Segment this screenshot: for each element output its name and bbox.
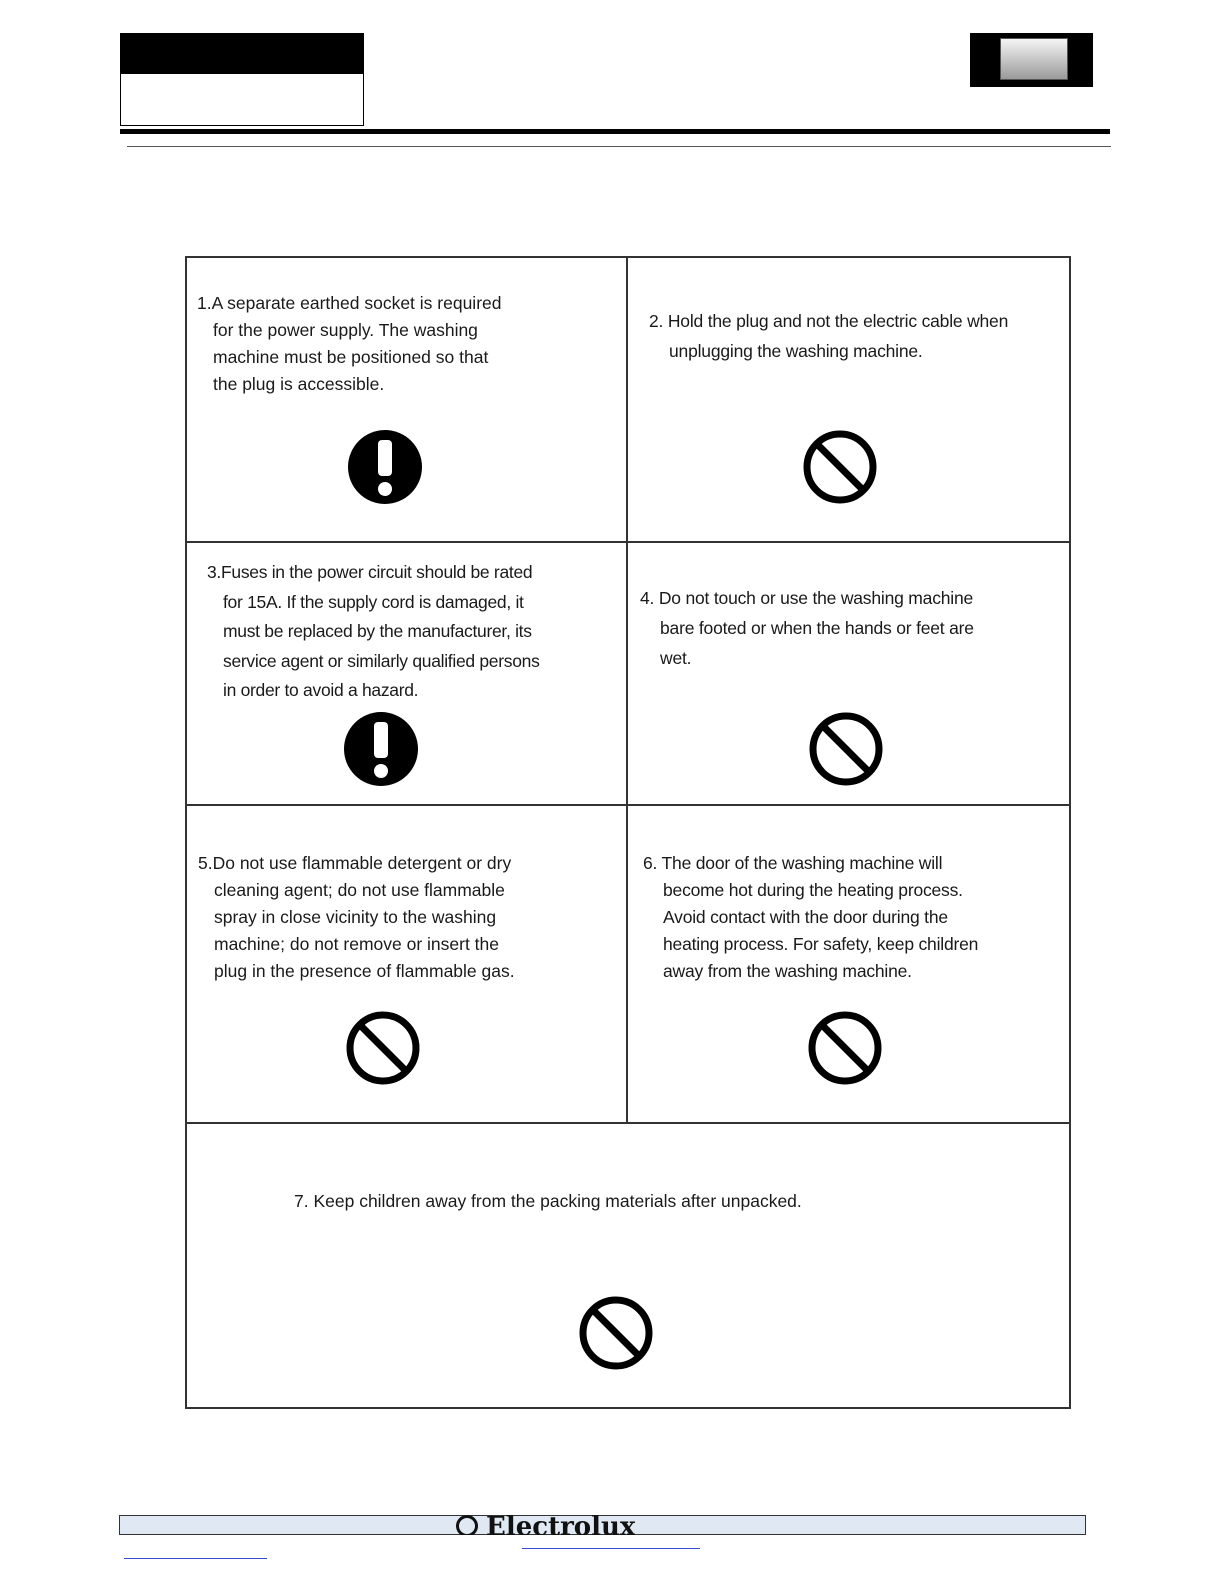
header-title-box <box>120 33 364 126</box>
prohibition-icon <box>345 1010 421 1086</box>
header-rule-thin <box>127 146 1111 147</box>
prohibition-icon <box>807 1010 883 1086</box>
warning-4-text <box>640 583 974 673</box>
warning-line: 1.A separate earthed socket is required <box>197 293 502 313</box>
footer-brand-name: Electrolux <box>486 1512 636 1535</box>
warning-line: 4. Do not touch or use the washing machine <box>640 588 974 608</box>
warning-line: machine must be positioned so that <box>213 347 489 367</box>
footer-link[interactable] <box>124 1558 267 1559</box>
exclamation-icon <box>343 711 419 787</box>
warning-line: wet. <box>660 648 692 668</box>
warning-2-text <box>649 308 1008 365</box>
header-title-band <box>121 34 363 74</box>
warning-line: unplugging the washing machine. <box>669 341 923 361</box>
warning-3-text <box>207 558 540 706</box>
warning-line: service agent or similarly qualified persons <box>223 650 540 671</box>
warning-line: 6. The door of the washing machine will <box>643 853 943 873</box>
warning-6-text <box>643 850 978 985</box>
warning-line: Avoid contact with the door during the <box>663 907 948 927</box>
header-logo-inner <box>1000 38 1068 80</box>
warning-line: 3.Fuses in the power circuit should be rated <box>207 562 533 582</box>
warning-line: must be replaced by the manufacturer, its <box>223 621 532 641</box>
warning-1-text <box>197 290 502 398</box>
warning-line: 5.Do not use flammable detergent or dry <box>198 853 512 873</box>
warning-line: 7. Keep children away from the packing materials after unpacked. <box>294 1191 802 1211</box>
table-row-divider <box>185 541 1071 543</box>
warning-line: away from the washing machine. <box>663 961 912 981</box>
warning-line: the plug is accessible. <box>213 374 385 394</box>
warning-line: cleaning agent; do not use flammable <box>214 880 505 900</box>
header-rule-thick <box>120 129 1110 134</box>
warning-line: plug in the presence of flammable gas. <box>214 961 515 981</box>
warning-line: 2. Hold the plug and not the electric cable when <box>649 311 1009 331</box>
table-row-divider <box>185 804 1071 806</box>
warning-line: for the power supply. The washing <box>213 320 478 340</box>
footer-link[interactable] <box>522 1548 700 1549</box>
warnings-table <box>185 256 1071 1409</box>
electrolux-logo-icon <box>456 1515 478 1535</box>
prohibition-icon <box>802 429 878 505</box>
footer-brand <box>456 1510 635 1535</box>
warning-7-text <box>294 1188 802 1215</box>
prohibition-icon <box>808 711 884 787</box>
warning-5-text <box>198 850 515 985</box>
warning-line: in order to avoid a hazard. <box>223 680 419 700</box>
warning-line: become hot during the heating process. <box>663 880 963 900</box>
warning-line: heating process. For safety, keep children <box>663 934 979 954</box>
warning-line: for 15A. If the supply cord is damaged, it <box>223 591 524 612</box>
prohibition-icon <box>578 1295 654 1371</box>
warning-line: spray in close vicinity to the washing <box>214 907 497 927</box>
table-column-divider <box>626 256 628 1123</box>
warning-line: machine; do not remove or insert the <box>214 934 500 954</box>
warning-line: bare footed or when the hands or feet are <box>660 618 974 638</box>
header-logo <box>970 33 1093 87</box>
table-row-divider <box>185 1122 1071 1124</box>
exclamation-icon <box>347 429 423 505</box>
